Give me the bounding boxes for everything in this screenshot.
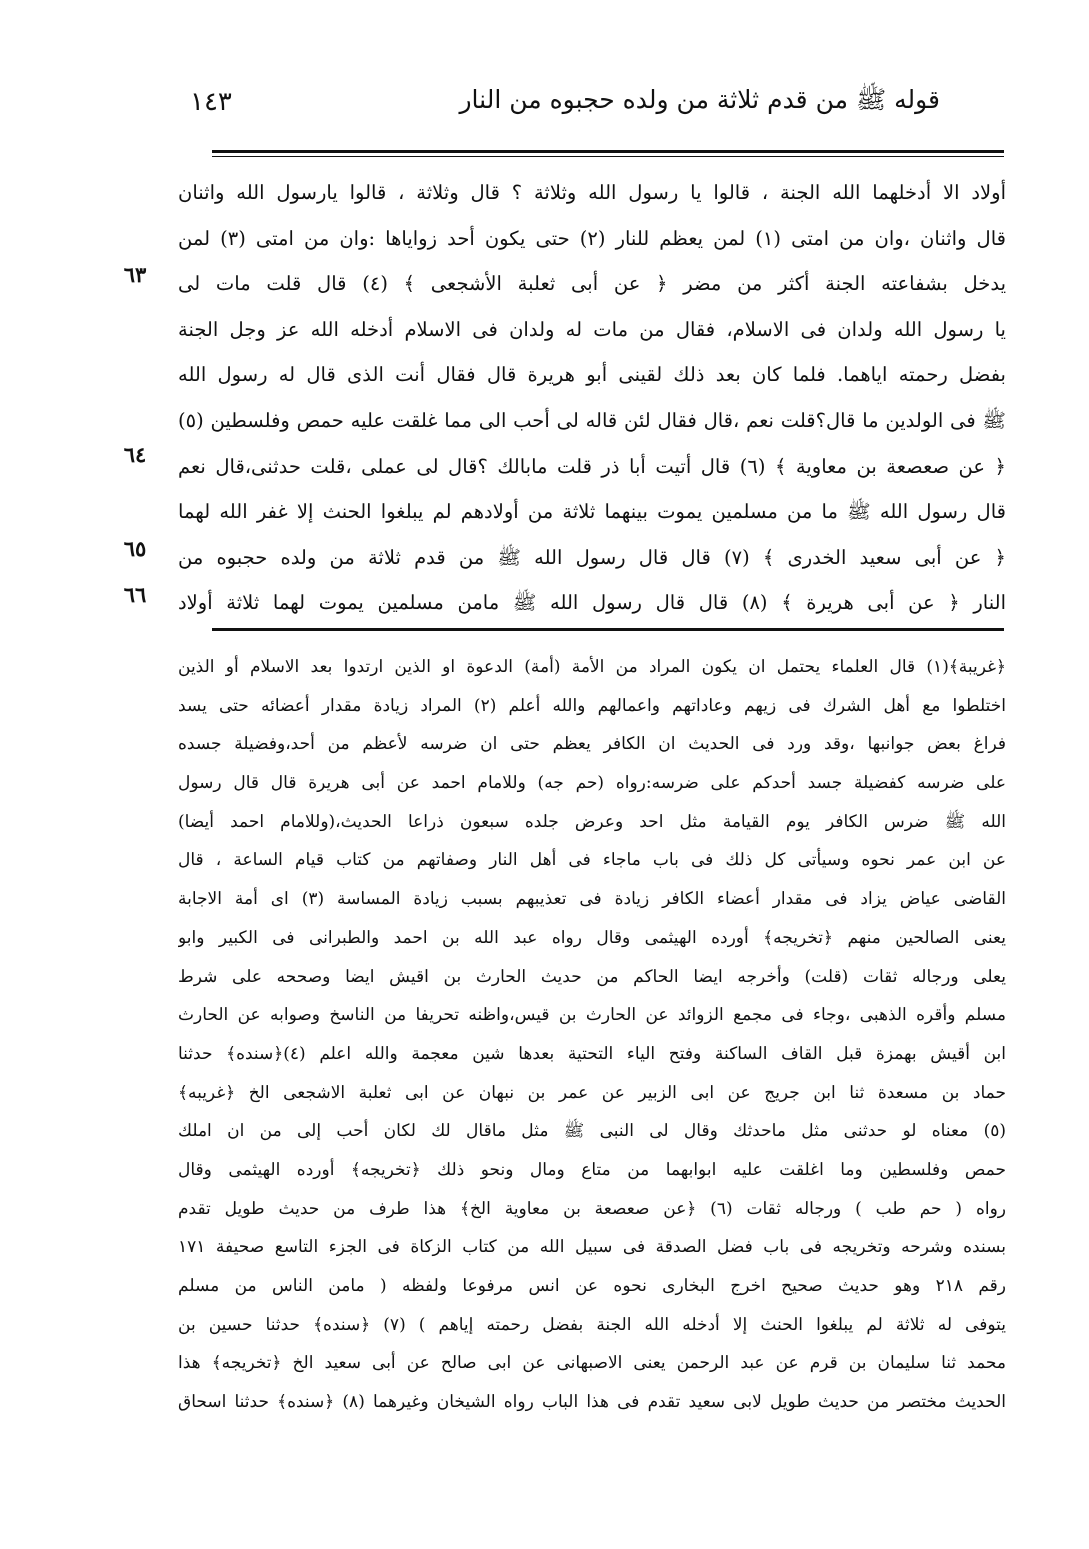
main-line: النار ﴿ عن أبى هريرة ﴾ (٨) قال قال رسول الله ﷺ مامن مسلمين يموت لهما ثلاثة أولاد	[178, 591, 1006, 615]
footnotes	[178, 648, 1006, 1422]
note-line: محمد ثنا سليمان بن قرم عن عبد الرحمن يعنى الاصبهانى عن ابى صالح عن أبى سعيد الخ ﴿تخريجه﴾ هذا	[178, 1353, 1006, 1374]
note-line: رقم ٢١٨ وهو حديث صحيح اخرج البخارى نحوه عن انس مرفوعا ولفظه ( مامن الناس من مسلم	[178, 1276, 1006, 1296]
main-line: يا رسول الله ولدان فى الاسلام، فقال من مات له ولدان فى الاسلام أدخله الله عز وجل الجنة	[178, 317, 1006, 341]
main-line: أولاد الا أدخلهما الله الجنة ، قالوا يا رسول الله وثلاثة ؟ قال وثلاثة ، قالوا يارسول الله واثنان	[178, 181, 1006, 204]
page-header	[190, 82, 940, 122]
note-line: الله ﷺ ضرس الكافر يوم القيامة مثل احد وعرض جلده سبعون ذراعا الحديث،(وللامام احمد أيضا)	[178, 811, 1006, 832]
hadith-number: ٦٣	[123, 262, 147, 287]
hadith-number: ٦٥	[123, 536, 147, 561]
main-line: ﷺ فى الولدين ما قال؟قلت نعم ،قال فقال لئن قاله لى أحب الى مما غلقت عليه حمص وفلسطين (٥)	[178, 408, 1006, 432]
note-line: يتوفى له ثلاثة لم يبلغوا الحنث إلا أدخله الله الجنة بفضل رحمته إياهم ) (٧) ﴿سنده﴾ حدثنا حسين بن	[178, 1314, 1006, 1335]
header-rule	[212, 150, 1004, 153]
main-line: قال رسول الله ﷺ ما من مسلمين يموت بينهما ثلاثة من أولادهم لم يبلغوا الحنث إلا غفر الله لهما	[178, 500, 1006, 524]
note-line: ﴿غريبة﴾(١) قال العلماء يحتمل ان يكون المراد من الأمة (أمة) الدعوة او الذين ارتدوا بعد الاسلام أو الذين	[178, 657, 1006, 677]
header-rule-thin	[212, 156, 1004, 157]
main-line: قال واثنان ،وان من امتى (١) لمن يعظم للنار (٢) حتى يكون أحد زواياها :وان من امتى (٣) لمن	[178, 226, 1006, 250]
note-line: رواه ( حم طب ) ورجاله ثقات (٦) ﴿عن صعصعة بن معاوية الخ﴾ هذا طرف من حديث طويل تقدم	[178, 1198, 1006, 1219]
footnote-rule	[212, 628, 1004, 631]
note-line: اختلطوا مع أهل الشرك فى زيهم وعاداتهم واعمالهم والله أعلم (٢) المراد زيادة مقدار أعضائه حتى يسد	[178, 695, 1006, 716]
running-title: قوله ﷺ من قدم ثلاثة من ولده حجبوه من النار	[459, 84, 940, 114]
note-line: يعنى الصالحين منهم ﴿تخريجه﴾ أورده الهيثمى وقال رواه عبد الله بن احمد والطبرانى فى الكبير وابو	[178, 927, 1006, 948]
main-text	[178, 170, 1006, 626]
note-line: فراغ بعض جوانبها ،وقد ورد فى الحديث ان الكافر يعظم حتى ان ضرسه لأعظم من أحد،وفضيلة جسده	[178, 734, 1006, 755]
note-line: (٥) معناه لو حدثنى مثل ماحدثك وقال لى النبى ﷺ مثل ماقال لك لكان أحب إلى من ان املك	[178, 1121, 1006, 1142]
main-line: ﴿ عن صعصعة بن معاوية ﴾ (٦) قال أتيت أبا ذر قلت مابالك ؟قال لى عملى ،قلت حدثنى،قال نعم	[178, 454, 1006, 478]
note-line: مسلم وأقره الذهبى ،وجاء فى مجمع الزوائد عن الحارث بن قيس،واظنه تحريفا من الناسخ وصوابه عن الحارث	[178, 1005, 1006, 1026]
note-line: على ضرسه كفضيلة جسد أحدكم على ضرسه:رواه (حم جه) وللامام احمد عن أبى هريرة قال قال رسول	[178, 773, 1006, 794]
note-line: يعلى ورجاله ثقات (قلت) وأخرجه ايضا الحاكم من حديث الحارث بن اقيش ايضا وصححه على شرط	[178, 966, 1006, 987]
note-line: الحديث مختصر من حديث طويل لابى سعيد تقدم فى هذا الباب رواه الشيخان وغيرهما (٨) ﴿سنده﴾ حدثنا اسحاق	[178, 1392, 1006, 1413]
main-line: بفضل رحمته اياهما. فلما كان بعد ذلك لقينى أبو هريرة قال فقال أنت الذى قال له رسول الله	[178, 363, 1006, 387]
note-line: القاضى عياض يزاد فى مقدار أعضاء الكافر زيادة فى تعذيبهم بسبب زيادة المساسة (٣) اى أمة الاجابة	[178, 889, 1006, 910]
page-number: ١٤٣	[190, 87, 232, 117]
note-line: حمص وفلسطين وما اغلقت عليه ابوابهما من متاع ومال ونحو ذلك ﴿تخريجه﴾ أورده الهيثمى وقال	[178, 1159, 1006, 1180]
main-line: يدخل بشفاعته الجنة أكثر من مضر ﴿ عن أبى ثعلبة الأشجعى ﴾ (٤) قال قلت مات لى	[178, 272, 1006, 296]
note-line: عن ابن عمر نحوه وسيأتى كل ذلك فى باب ماجاء فى أهل النار وصفاتهم من كتاب قيام الساعة ، قال	[178, 850, 1006, 871]
main-line: ﴿ عن أبى سعيد الخدرى ﴾ (٧) قال قال رسول الله ﷺ من قدم ثلاثة من ولده حجبوه من	[178, 545, 1006, 569]
note-line: بسنده وشرحه وتخريجه فى باب فضل الصدقة فى سبيل الله من كتاب الزكاة فى الجزء التاسع صحيفة ١٧١	[178, 1237, 1006, 1258]
hadith-number: ٦٤	[123, 442, 147, 467]
note-line: حماد بن مسعدة ثنا ابن جريج عن ابى الزبير عن عمر بن نبهان عن ابى ثعلبة الاشجعى الخ ﴿غريبه﴾	[178, 1082, 1006, 1103]
hadith-number: ٦٦	[123, 582, 147, 607]
note-line: ابن أقيش بهمزة قبل القاف الساكنة وفتح الياء التحتية بعدها شين معجمة والله اعلم (٤)﴿سنده﴾ حدثنا	[178, 1043, 1006, 1064]
